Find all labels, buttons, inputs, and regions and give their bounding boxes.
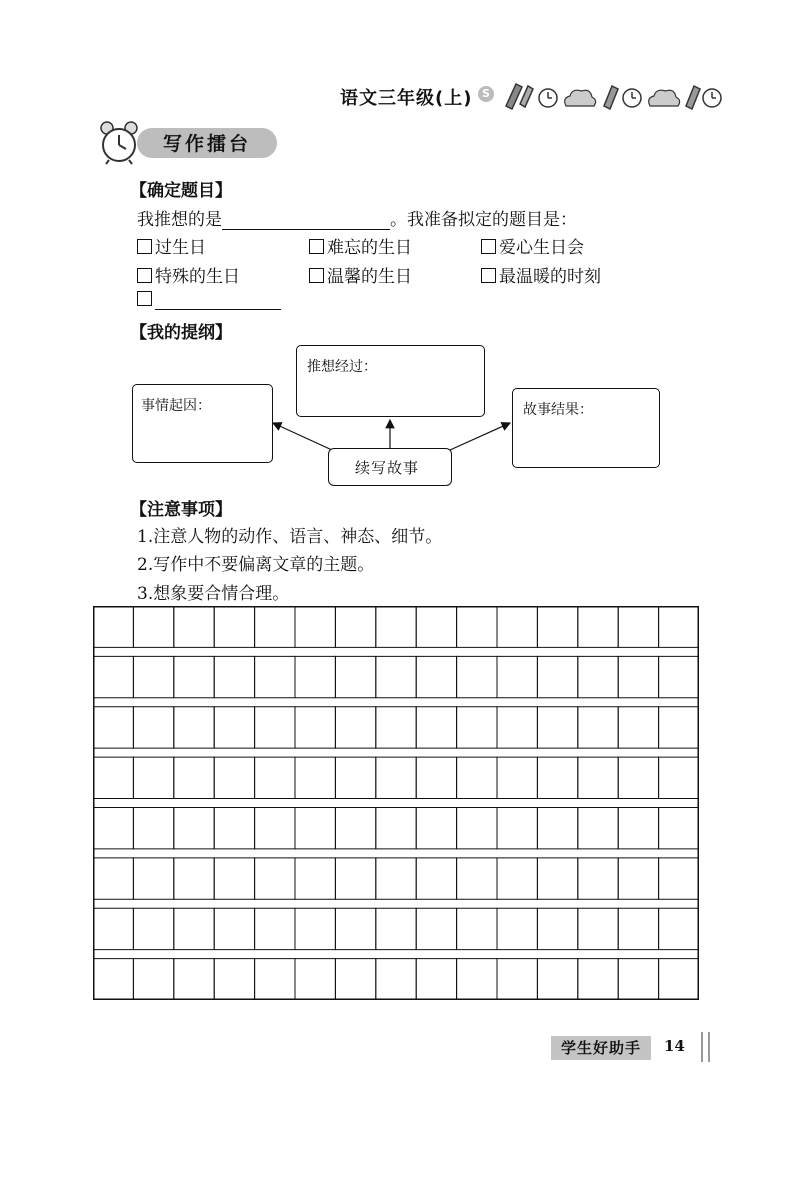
grid-cell[interactable] [497, 908, 537, 949]
grid-cell[interactable] [537, 908, 577, 949]
grid-cell[interactable] [497, 858, 537, 899]
grid-cell[interactable] [376, 858, 416, 899]
grid-cell[interactable] [214, 808, 254, 849]
grid-cell[interactable] [335, 858, 375, 899]
grid-cell[interactable] [457, 959, 497, 1000]
grid-cell[interactable] [537, 858, 577, 899]
grid-cell[interactable] [578, 606, 618, 647]
option-5[interactable] [309, 262, 412, 287]
grid-cell[interactable] [133, 707, 173, 748]
grid-cell[interactable] [659, 606, 699, 647]
grid-cell[interactable] [659, 707, 699, 748]
cloud-icon [565, 90, 596, 106]
topic-prompt [137, 205, 577, 230]
grid-cell[interactable] [457, 757, 497, 798]
grid-cell[interactable] [174, 656, 214, 697]
grid-cell[interactable] [416, 908, 456, 949]
option-custom[interactable] [137, 290, 281, 310]
grid-cell[interactable] [295, 606, 335, 647]
grid-cell[interactable] [376, 908, 416, 949]
grid-cell[interactable] [618, 757, 658, 798]
pencil-icon [686, 86, 700, 109]
grid-cell[interactable] [335, 707, 375, 748]
grid-cell[interactable] [497, 606, 537, 647]
grid-cell[interactable] [416, 858, 456, 899]
grid-cell[interactable] [578, 757, 618, 798]
grid-cell[interactable] [457, 908, 497, 949]
grid-cell[interactable] [416, 757, 456, 798]
grid-cell[interactable] [335, 656, 375, 697]
grid-cell[interactable] [537, 656, 577, 697]
grid-cell[interactable] [497, 757, 537, 798]
clock-icon [703, 89, 721, 107]
grid-cell[interactable] [174, 757, 214, 798]
guess-blank[interactable] [222, 229, 390, 230]
pencil-icon [604, 86, 618, 109]
grid-cell[interactable] [659, 959, 699, 1000]
center-box [328, 448, 452, 486]
grid-cell[interactable] [376, 606, 416, 647]
grid-cell[interactable] [537, 606, 577, 647]
grid-cell[interactable] [416, 808, 456, 849]
grid-cell[interactable] [133, 757, 173, 798]
option-label: 爱心生日会 [499, 238, 584, 258]
option-label: 温馨的生日 [327, 267, 412, 287]
grid-cell[interactable] [93, 908, 133, 949]
grid-cell[interactable] [335, 606, 375, 647]
process-box[interactable] [296, 345, 485, 417]
grid-cell[interactable] [295, 959, 335, 1000]
grid-cell[interactable] [174, 858, 214, 899]
grid-cell[interactable] [214, 606, 254, 647]
grid-cell[interactable] [133, 606, 173, 647]
footer-divider [708, 1032, 710, 1062]
process-label: 推想经过： [307, 359, 377, 375]
topic-prompt-part2: 。我准备拟定的题目是： [390, 210, 577, 230]
grid-cell[interactable] [214, 656, 254, 697]
banner-title: 写作擂台 [163, 133, 252, 155]
grid-cell[interactable] [416, 707, 456, 748]
grid-cell[interactable] [659, 858, 699, 899]
arrow-to-cause [273, 423, 332, 450]
footer-divider [701, 1032, 703, 1062]
grid-cell[interactable] [457, 656, 497, 697]
grid-cell[interactable] [93, 707, 133, 748]
grid-cell[interactable] [659, 908, 699, 949]
grid-cell[interactable] [295, 808, 335, 849]
option-checkbox[interactable] [137, 239, 152, 254]
grid-cell[interactable] [457, 858, 497, 899]
grid-cell[interactable] [93, 656, 133, 697]
grid-cell[interactable] [618, 707, 658, 748]
cloud-icon [649, 90, 680, 106]
page-number: 14 [664, 1037, 685, 1055]
grid-cell[interactable] [376, 757, 416, 798]
grid-cell[interactable] [497, 959, 537, 1000]
grid-cell[interactable] [174, 606, 214, 647]
grid-cell[interactable] [93, 757, 133, 798]
option-label: 难忘的生日 [327, 238, 412, 258]
grid-cell[interactable] [537, 707, 577, 748]
custom-title-blank[interactable] [155, 291, 281, 310]
grid-cell[interactable] [618, 858, 658, 899]
grid-cell[interactable] [537, 757, 577, 798]
grid-cell[interactable] [457, 808, 497, 849]
grid-cell[interactable] [255, 707, 295, 748]
grid-cell[interactable] [578, 656, 618, 697]
grid-cell[interactable] [255, 908, 295, 949]
note-item-2: 2.写作中不要偏离文章的主题。 [137, 555, 375, 575]
header-badge: S [478, 86, 494, 102]
grid-cell[interactable] [295, 858, 335, 899]
grid-cell[interactable] [457, 606, 497, 647]
grid-cell[interactable] [659, 808, 699, 849]
grid-cell[interactable] [618, 606, 658, 647]
grid-cell[interactable] [93, 858, 133, 899]
grid-cell[interactable] [255, 858, 295, 899]
grid-cell[interactable] [295, 908, 335, 949]
grid-cell[interactable] [255, 656, 295, 697]
grid-cell[interactable] [295, 757, 335, 798]
grid-cell[interactable] [376, 959, 416, 1000]
grid-cell[interactable] [214, 959, 254, 1000]
grid-cell[interactable] [335, 757, 375, 798]
header-title: 语文三年级(上) [340, 88, 473, 109]
alarm-clock-icon [95, 118, 143, 166]
cause-box[interactable] [132, 384, 273, 463]
result-label: 故事结果： [523, 402, 593, 418]
writing-grid[interactable] [93, 606, 699, 1000]
grid-cell[interactable] [376, 707, 416, 748]
grid-cell[interactable] [497, 808, 537, 849]
grid-cell[interactable] [618, 908, 658, 949]
grid-cell[interactable] [214, 757, 254, 798]
grid-cell[interactable] [578, 959, 618, 1000]
option-label: 过生日 [155, 238, 206, 258]
topic-prompt-part1: 我推想的是 [137, 210, 222, 230]
grid-cell[interactable] [416, 656, 456, 697]
result-box[interactable] [512, 388, 660, 468]
grid-cell[interactable] [255, 757, 295, 798]
grid-cell[interactable] [295, 707, 335, 748]
grid-cell[interactable] [335, 908, 375, 949]
grid-cell[interactable] [255, 959, 295, 1000]
arrow-to-result [450, 423, 510, 450]
option-label: 特殊的生日 [155, 267, 240, 287]
grid-cell[interactable] [497, 707, 537, 748]
grid-cell[interactable] [578, 808, 618, 849]
option-checkbox[interactable] [309, 239, 324, 254]
grid-cell[interactable] [93, 606, 133, 647]
grid-cell[interactable] [93, 959, 133, 1000]
option-6[interactable] [481, 262, 601, 287]
cause-label: 事情起因： [141, 398, 211, 414]
option-checkbox[interactable] [137, 268, 152, 283]
grid-cell[interactable] [335, 959, 375, 1000]
grid-cell[interactable] [174, 808, 214, 849]
grid-cell[interactable] [335, 808, 375, 849]
grid-cell[interactable] [133, 908, 173, 949]
grid-cell[interactable] [659, 757, 699, 798]
grid-cell[interactable] [255, 606, 295, 647]
grid-cell[interactable] [133, 656, 173, 697]
grid-cell[interactable] [295, 656, 335, 697]
grid-cell[interactable] [659, 656, 699, 697]
center-label: 续写故事 [355, 459, 420, 477]
grid-cell[interactable] [214, 908, 254, 949]
grid-cell[interactable] [578, 707, 618, 748]
footer-label: 学生好助手 [551, 1036, 651, 1060]
note-item-1: 1.注意人物的动作、语言、神态、细节。 [137, 527, 443, 547]
grid-cell[interactable] [133, 858, 173, 899]
option-2[interactable] [309, 233, 412, 258]
grid-cell[interactable] [537, 808, 577, 849]
grid-cell[interactable] [133, 959, 173, 1000]
clock-icon [539, 89, 557, 107]
grid-cell[interactable] [618, 808, 658, 849]
option-3[interactable] [481, 233, 584, 258]
notes-heading: 【注意事项】 [130, 500, 232, 520]
grid-cell[interactable] [214, 707, 254, 748]
option-checkbox[interactable] [481, 268, 496, 283]
grid-cell[interactable] [174, 959, 214, 1000]
grid-border [94, 607, 699, 1000]
grid-cell[interactable] [93, 808, 133, 849]
grid-cell[interactable] [618, 959, 658, 1000]
grid-cell[interactable] [174, 707, 214, 748]
grid-cell[interactable] [255, 808, 295, 849]
grid-cell[interactable] [214, 858, 254, 899]
section-banner [95, 118, 280, 166]
option-label: 最温暖的时刻 [499, 267, 601, 287]
option-1[interactable] [137, 233, 206, 258]
grid-cell[interactable] [537, 959, 577, 1000]
grid-cell[interactable] [376, 808, 416, 849]
topic-heading: 【确定题目】 [130, 181, 232, 201]
grid-cell[interactable] [133, 808, 173, 849]
clock-icon [623, 89, 641, 107]
outline-heading: 【我的提纲】 [130, 323, 232, 343]
grid-cell[interactable] [457, 707, 497, 748]
option-checkbox[interactable] [309, 268, 324, 283]
option-checkbox[interactable] [137, 291, 152, 306]
grid-cell[interactable] [618, 656, 658, 697]
grid-cell[interactable] [497, 656, 537, 697]
decorative-icon-strip [500, 78, 725, 112]
grid-cell[interactable] [376, 656, 416, 697]
note-item-3: 3.想象要合情合理。 [137, 584, 290, 604]
option-4[interactable] [137, 262, 240, 287]
pencil-icon [506, 84, 533, 109]
grid-cell[interactable] [416, 606, 456, 647]
grid-cell[interactable] [174, 908, 214, 949]
grid-cell[interactable] [578, 858, 618, 899]
grid-cell[interactable] [578, 908, 618, 949]
grid-cell[interactable] [416, 959, 456, 1000]
option-checkbox[interactable] [481, 239, 496, 254]
